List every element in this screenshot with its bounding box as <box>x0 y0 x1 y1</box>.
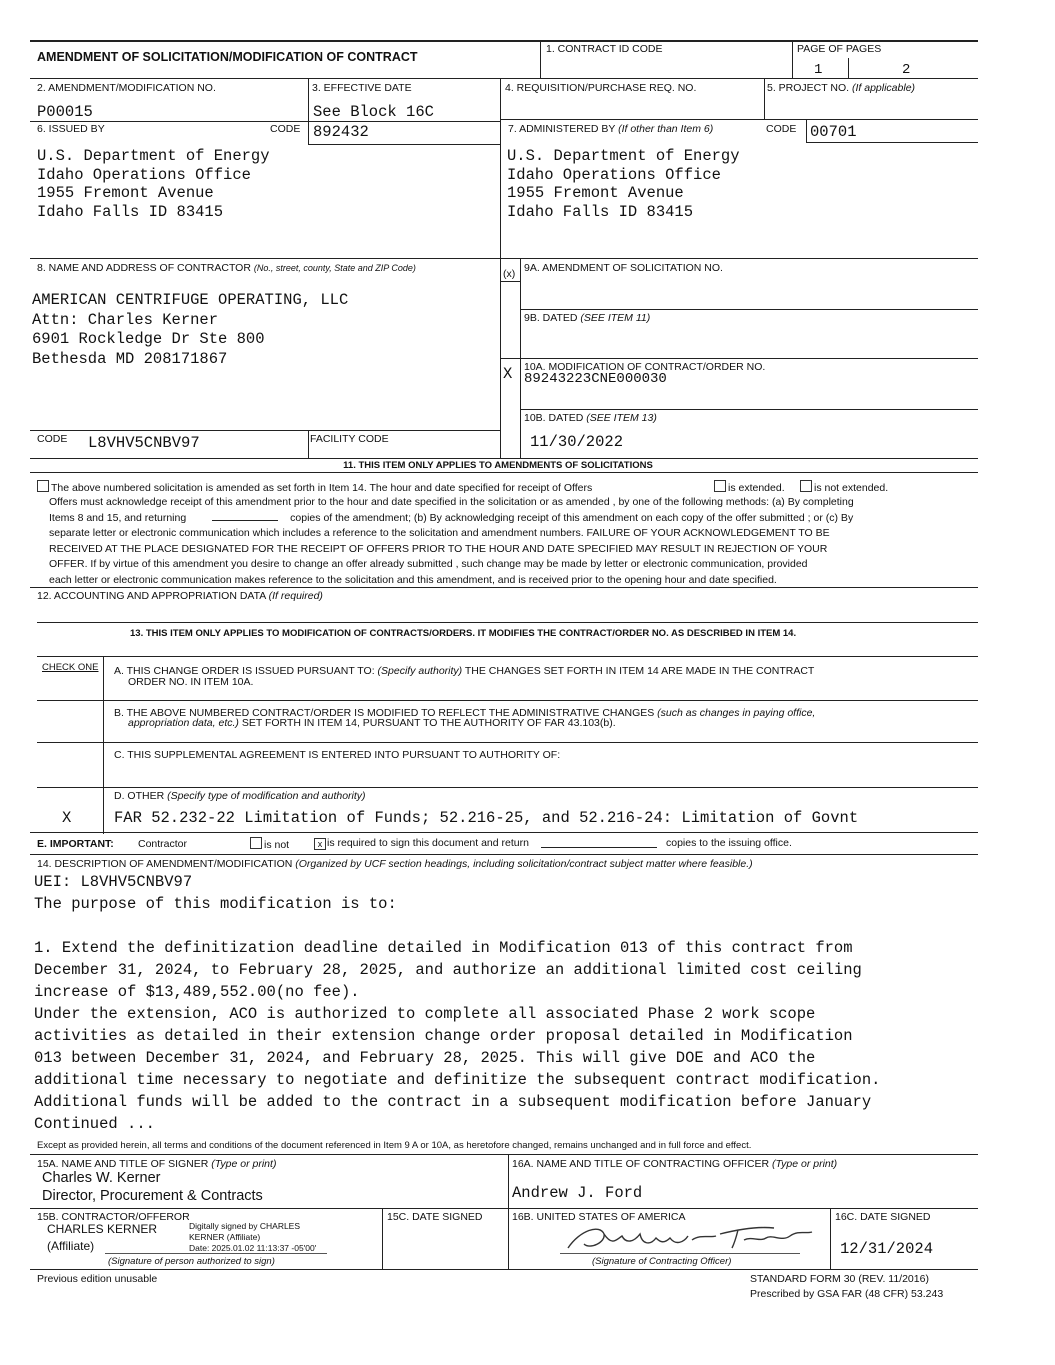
previous-edition: Previous edition unusable <box>37 1273 158 1285</box>
check-one-label: CHECK ONE <box>42 662 99 673</box>
is-not-option: is not <box>250 837 289 851</box>
is-extended: is extended. <box>714 480 785 494</box>
dated-9b-label: 9B. DATED (SEE ITEM 11) <box>524 312 651 324</box>
accounting-label: 12. ACCOUNTING AND APPROPRIATION DATA (If required) <box>37 590 323 602</box>
facility-code-label: FACILITY CODE <box>310 433 389 445</box>
contractor-offeror-label: 15B. CONTRACTOR/OFFEROR <box>37 1211 190 1223</box>
contractor-address: AMERICAN CENTRIFUGE OPERATING, LLC Attn: Charles Kerner 6901 Rockledge Dr Ste 800 Bethesda MD 208171867 <box>32 291 349 368</box>
amendment-no-label: 2. AMENDMENT/MODIFICATION NO. <box>37 82 216 94</box>
solicitation-amended-checkbox[interactable] <box>37 480 49 492</box>
modification-contract-value: 89243223CNE000030 <box>524 371 667 387</box>
is-extended-checkbox[interactable] <box>714 480 726 492</box>
contract-id-label: 1. CONTRACT ID CODE <box>546 43 663 55</box>
prescribed-by: Prescribed by GSA FAR (48 CFR) 53.243 <box>750 1288 944 1300</box>
item13a-line2: ORDER NO. IN ITEM 10A. <box>128 676 254 688</box>
issued-code-value: 892432 <box>313 123 369 141</box>
administered-code-value: 00701 <box>810 123 857 141</box>
important-label: E. IMPORTANT: <box>37 838 114 850</box>
is-required-option <box>314 837 328 850</box>
administered-by-address: U.S. Department of Energy Idaho Operations Office 1955 Fremont Avenue Idaho Falls ID 83415 <box>507 147 740 221</box>
item13b-line2: appropriation data, etc.) SET FORTH IN ITEM 14, PURSUANT TO THE AUTHORITY OF FAR 43.103(b). <box>128 717 616 729</box>
signer-name: Charles W. Kerner <box>42 1170 161 1186</box>
x-column-header: (x) <box>503 268 516 280</box>
issued-by-label: 6. ISSUED BY <box>37 123 105 135</box>
contractor-sig-caption: (Signature of person authorized to sign) <box>108 1256 275 1267</box>
important-contractor: Contractor <box>138 838 188 850</box>
item13d: D. OTHER (Specify type of modification and authority) <box>114 790 366 802</box>
item13b-line1: B. THE ABOVE NUMBERED CONTRACT/ORDER IS MODIFIED TO REFLECT THE ADMINISTRATIVE CHANGES (such as changes in paying office, <box>114 707 816 719</box>
date-signed-16c-label: 16C. DATE SIGNED <box>835 1211 931 1223</box>
usa-label: 16B. UNITED STATES OF AMERICA <box>512 1211 686 1223</box>
digital-sig-line2: KERNER (Affiliate) <box>189 1232 261 1242</box>
is-not-checkbox[interactable] <box>250 837 262 849</box>
form-title: AMENDMENT OF SOLICITATION/MODIFICATION OF CONTRACT <box>37 50 418 64</box>
contractor-sig-affiliate: (Affiliate) <box>47 1239 95 1253</box>
officer-name: Andrew J. Ford <box>512 1184 643 1202</box>
is-not-extended-checkbox[interactable] <box>800 480 812 492</box>
contractor-sig-line <box>105 1253 327 1254</box>
administered-code-label: CODE <box>766 123 797 135</box>
issued-by-address: U.S. Department of Energy Idaho Operations Office 1955 Fremont Avenue Idaho Falls ID 83415 <box>37 147 270 221</box>
date-signed-16c-value: 12/31/2024 <box>840 1240 934 1258</box>
officer-sig-caption: (Signature of Contracting Officer) <box>592 1256 732 1267</box>
is-not-extended: is not extended. <box>800 480 888 494</box>
officer-label: 16A. NAME AND TITLE OF CONTRACTING OFFICER (Type or print) <box>512 1158 838 1170</box>
is-required-checkbox[interactable]: x <box>314 838 326 850</box>
item11-heading: 11. THIS ITEM ONLY APPLIES TO AMENDMENTS OF SOLICITATIONS <box>343 460 653 471</box>
item13a-line1: A. THIS CHANGE ORDER IS ISSUED PURSUANT TO: (Specify authority) THE CHANGES SET FORTH IN ITEM 14 ARE MADE IN THE CONTRACT <box>114 665 815 677</box>
administered-by-label: 7. ADMINISTERED BY (If other than Item 6) <box>508 123 714 135</box>
effective-date-value: See Block 16C <box>313 103 434 121</box>
issued-code-label: CODE <box>270 123 301 135</box>
project-no-label: 5. PROJECT NO. (If applicable) <box>767 82 916 94</box>
pages-total: 2 <box>902 62 911 78</box>
digital-sig-line3: Date: 2025.01.02 11:13:37 -05'00' <box>189 1243 317 1253</box>
dated-10b-label: 10B. DATED (SEE ITEM 13) <box>524 412 657 424</box>
contractor-sig-name: CHARLES KERNER <box>47 1222 158 1236</box>
page-label: PAGE OF PAGES <box>797 43 882 55</box>
requisition-label: 4. REQUISITION/PURCHASE REQ. NO. <box>505 82 697 94</box>
officer-sig-line <box>560 1253 800 1254</box>
item13d-check: X <box>62 809 72 827</box>
contractor-code-value: L8VHV5CNBV97 <box>88 434 200 452</box>
standard-form: STANDARD FORM 30 (REV. 11/2016) <box>750 1273 929 1285</box>
amendment-solicitation-label: 9A. AMENDMENT OF SOLICITATION NO. <box>524 262 723 274</box>
modification-contract-label: 10A. MODIFICATION OF CONTRACT/ORDER NO. <box>524 361 766 373</box>
dated-10b-value: 11/30/2022 <box>530 433 624 451</box>
amendment-no-value: P00015 <box>37 103 93 121</box>
copies-issuing-office: copies to the issuing office. <box>666 837 792 849</box>
terms-footer: Except as provided herein, all terms and conditions of the document referenced in Item 9 A or 10A, as heretofore changed, remains unchanged and in full force and effect. <box>37 1140 752 1151</box>
item13d-value: FAR 52.232-22 Limitation of Funds; 52.216-25, and 52.216-24: Limitation of Govnt <box>114 809 859 827</box>
copies-return-blank <box>541 847 657 848</box>
description-label: 14. DESCRIPTION OF AMENDMENT/MODIFICATION (Organized by UCF section headings, including solicitation/contract subject matter where feasible.) <box>37 858 753 870</box>
effective-date-label: 3. EFFECTIVE DATE <box>312 82 412 94</box>
digital-sig-line1: Digitally signed by CHARLES <box>189 1221 301 1231</box>
item13c: C. THIS SUPPLEMENTAL AGREEMENT IS ENTERED INTO PURSUANT TO AUTHORITY OF: <box>114 749 561 761</box>
description-text: UEI: L8VHV5CNBV97 The purpose of this modification is to: 1. Extend the definitization deadline detailed in Modification 013 of this contract from December 31, 2024, to February 28, 2025, and authorize an additional limited cost ceiling increase of $13,489,552.00(no fee). Under the extension, ACO is authorized to complete all associated Phase 2 work scope activities as detailed in their extension change order proposal detailed in Modification 013 between December 31, 2024, and February 28, 2025. This will give DOE and ACO the additional time necessary to negotiate and definitize the subsequent contract modification. Additional funds will be added to the contract in a subsequent modification before January Continued ... <box>34 873 881 1133</box>
date-signed-15c-label: 15C. DATE SIGNED <box>387 1211 483 1223</box>
contractor-code-label: CODE <box>37 433 68 445</box>
signer-title: Director, Procurement & Contracts <box>42 1188 263 1204</box>
page-number: 1 <box>814 62 823 78</box>
item11-line1: The above numbered solicitation is amended as set forth in Item 14. The hour and date specified for receipt of Offers <box>37 480 592 494</box>
copies-blank <box>212 511 278 521</box>
officer-signature <box>560 1220 820 1254</box>
item11-paragraph: Offers must acknowledge receipt of this amendment prior to the hour and date specified in the solicitation or as amended , by one of the following methods: (a) By completing Items 8 and 15, and returning copies of the amendment; (b) By acknowledging receipt of this amendment on each copy of the offer submitted ; or (c) By separate letter or electronic communication which includes a reference to the solicitation and amendment numbers. FAILURE OF YOUR ACKNOWLEDGEMENT TO BE RECEIVED AT THE PLACE DESIGNATED FOR THE RECEIPT OF OFFERS PRIOR TO THE HOUR AND DATE SPECIFIED MAY RESULT IN REJECTION OF YOUR OFFER. If by virtue of this amendment you desire to change an offer already submitted , such change may be made by letter or electronic communication, provided each letter or electronic communication makes reference to the solicitation and this amendment, and is received prior to the opening hour and date specified. <box>49 496 854 586</box>
contractor-label: 8. NAME AND ADDRESS OF CONTRACTOR (No., street, county, State and ZIP Code) <box>37 262 416 274</box>
signer-label: 15A. NAME AND TITLE OF SIGNER (Type or print) <box>37 1158 277 1170</box>
item13-heading: 13. THIS ITEM ONLY APPLIES TO MODIFICATION OF CONTRACTS/ORDERS. IT MODIFIES THE CONTRACT/ORDER NO. AS DESCRIBED IN ITEM 14. <box>130 628 797 639</box>
mod-10a-check: X <box>503 365 513 383</box>
is-required-text: is required to sign this document and return <box>327 837 529 849</box>
